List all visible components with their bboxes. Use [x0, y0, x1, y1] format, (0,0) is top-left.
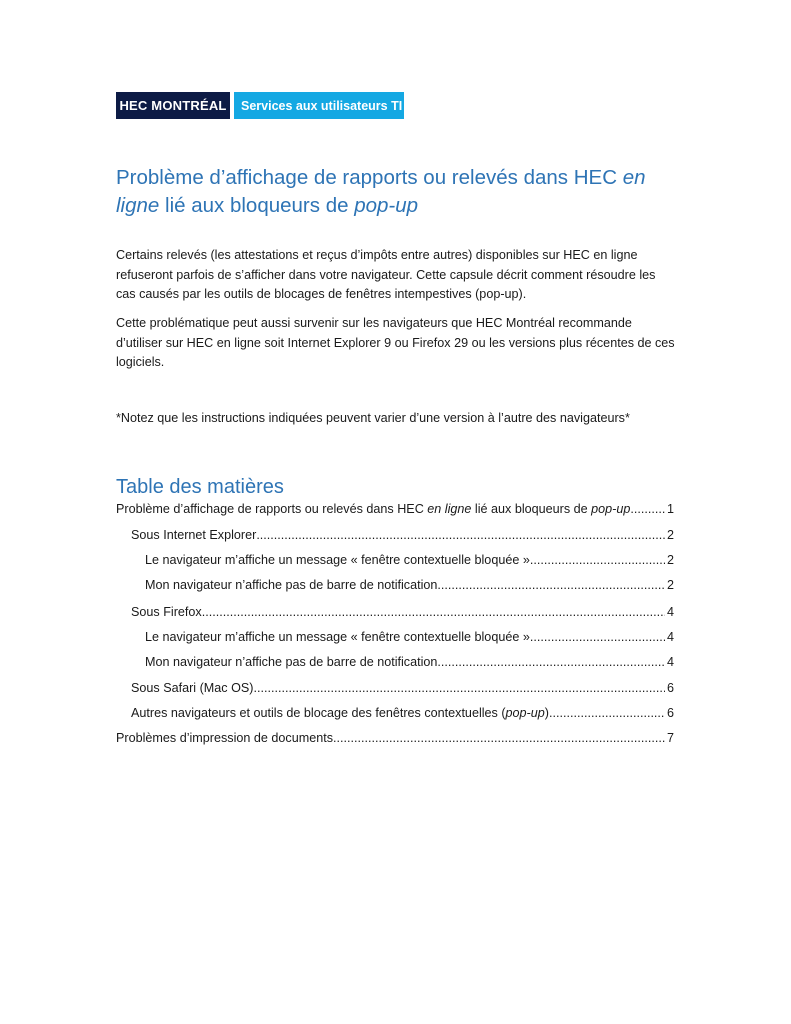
toc-entry-text: Sous Firefox [131, 605, 202, 619]
toc-dot-leader [530, 551, 665, 569]
services-ti-logo: Services aux utilisateurs TI [234, 92, 404, 119]
title-italic-1: en ligne [116, 166, 646, 217]
toc-entry[interactable] [145, 576, 674, 594]
toc-dot-leader [202, 603, 665, 621]
toc-dot-leader [256, 526, 665, 544]
toc-entry-text: Sous Safari (Mac OS) [131, 681, 254, 695]
toc-page-number: 6 [666, 706, 674, 720]
toc-entry-text: Mon navigateur n’affiche pas de barre de notification. [145, 655, 441, 669]
hec-montreal-logo: HEC MONTRÉAL [116, 92, 230, 119]
title-part-1: Problème d’affichage de rapports ou relevés dans HEC [116, 166, 623, 189]
toc-entry[interactable] [131, 704, 674, 722]
toc-entry[interactable] [116, 500, 674, 518]
toc-entry[interactable] [116, 729, 674, 747]
toc-entry[interactable] [131, 679, 674, 697]
toc-entry-text: ) [544, 706, 549, 720]
toc-dot-leader [630, 500, 665, 518]
toc-entry-text: pop-up [591, 502, 631, 516]
toc-entry-label [116, 500, 630, 518]
toc-entry-text: Problèmes d’impression de documents [116, 731, 333, 745]
toc-entry[interactable] [145, 653, 674, 671]
title-part-2: lié aux bloqueurs de [159, 194, 355, 217]
toc-page-number: 7 [666, 731, 674, 745]
toc-entry-text: Le navigateur m’affiche un message « fenêtre contextuelle bloquée » [145, 553, 530, 567]
toc-page-number: 4 [666, 655, 674, 669]
toc-dot-leader [530, 628, 665, 646]
toc-dot-leader [253, 679, 665, 697]
toc-entry-text: Le navigateur m’affiche un message « fenêtre contextuelle bloquée » [145, 630, 530, 644]
toc-entry-text: Sous Internet Explorer [131, 528, 257, 542]
toc-entry-text: Mon navigateur n’affiche pas de barre de notification. [145, 578, 441, 592]
toc-entry-text: lié aux bloqueurs de [471, 502, 592, 516]
toc-entry-label [145, 653, 441, 671]
toc-dot-leader [441, 653, 665, 671]
toc-entry[interactable] [131, 526, 674, 544]
toc-dot-leader [333, 729, 665, 747]
toc-page-number: 2 [666, 528, 674, 542]
toc-entry-label [131, 526, 256, 544]
toc-entry-label [145, 551, 530, 569]
toc-entry[interactable] [145, 628, 674, 646]
note-paragraph: *Notez que les instructions indiquées peuvent varier d’une version à l’autre des navigateurs* [116, 411, 630, 425]
toc-dot-leader [441, 576, 665, 594]
title-italic-2: pop-up [354, 194, 419, 217]
toc-entry-text: Problème d’affichage de rapports ou relevés dans HEC [116, 502, 428, 516]
toc-page-number: 2 [666, 578, 674, 592]
toc-page-number: 4 [666, 630, 674, 644]
browsers-paragraph: Cette problématique peut aussi survenir sur les navigateurs que HEC Montréal recommande d’utiliser sur HEC en ligne soit Internet Explorer 9 ou Firefox 29 ou les versions plus récentes de ces logiciels. [116, 316, 675, 369]
toc-entry-label [131, 603, 202, 621]
toc-entry-label [145, 576, 441, 594]
toc-entry-label [145, 628, 530, 646]
toc-entry[interactable] [145, 551, 674, 569]
toc-entry-label [131, 704, 549, 722]
toc-dot-leader [549, 704, 665, 722]
toc-page-number: 6 [666, 681, 674, 695]
toc-entry[interactable] [131, 603, 674, 621]
toc-page-number: 2 [666, 553, 674, 567]
hec-logo-banner [116, 92, 404, 119]
toc-entry-text: en ligne [427, 502, 472, 516]
toc-page-number: 1 [666, 502, 674, 516]
document-title [116, 164, 686, 220]
intro-paragraph: Certains relevés (les attestations et reçus d’impôts entre autres) disponibles sur HEC en ligne refuseront parfois de s’afficher dans votre navigateur. Cette capsule décrit comment résoudre les cas causés par les outils de blocages de fenêtres intempestives (pop-up). [116, 248, 656, 301]
toc-heading: Table des matières [116, 476, 284, 498]
toc-entry-text: Autres navigateurs et outils de blocage des fenêtres contextuelles ( [131, 706, 506, 720]
toc-entry-label [116, 729, 333, 747]
toc-entry-text: pop-up [505, 706, 545, 720]
toc-entry-label [131, 679, 253, 697]
toc-page-number: 4 [666, 605, 674, 619]
